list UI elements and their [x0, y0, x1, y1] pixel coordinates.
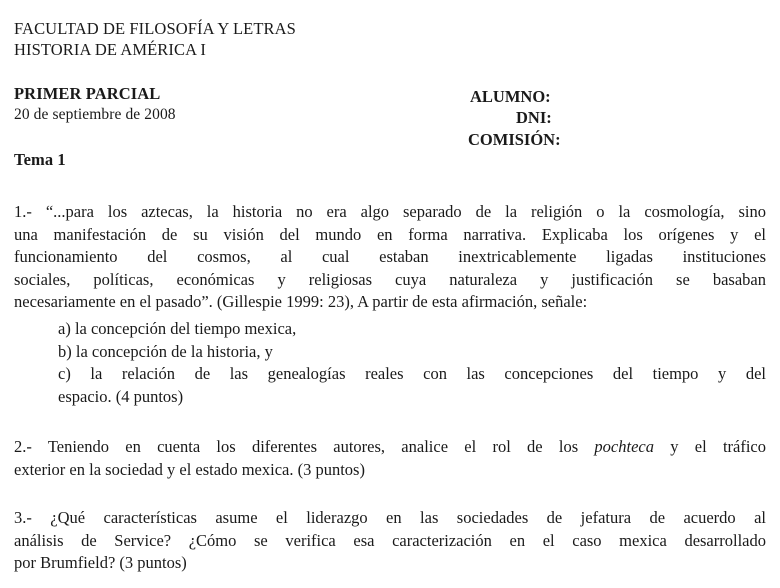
q3-line: análisis de Service? ¿Cómo se verifica esa caracterización en el caso mexica desarrollado — [14, 530, 766, 550]
q1-line: sociales, políticas, económicas y religiosas cuya naturaleza y justificación se basaban — [14, 269, 766, 289]
q2-text-post: y el tráfico — [653, 437, 766, 456]
q2-line: exterior en la sociedad y el estado mexica. (3 puntos) — [14, 459, 365, 479]
dni-field: DNI: — [516, 108, 552, 127]
alumno-field: ALUMNO: — [470, 87, 551, 106]
question-1-items — [58, 318, 766, 408]
q1-item-b: b) la concepción de la historia, y — [58, 341, 273, 361]
q2-term-pochteca: pochteca — [594, 437, 654, 456]
question-1 — [14, 201, 766, 314]
q3-line: por Brumfield? (3 puntos) — [14, 553, 187, 572]
q2-text-pre: 2.- Teniendo en cuenta los diferentes autores, analice el rol de los — [14, 437, 595, 456]
topic-heading: Tema 1 — [14, 150, 66, 169]
q1-item-a: a) la concepción del tiempo mexica, — [58, 319, 297, 338]
q1-line: funcionamiento del cosmos, al cual estaban inextricablemente ligadas instituciones — [14, 247, 766, 266]
q1-line: necesariamente en el pasado”. (Gillespie 1999: 23), A partir de esta afirmación, señale: — [14, 292, 588, 311]
q3-line: 3.- ¿Qué características asume el liderazgo en las sociedades de jefatura de acuerdo al — [14, 508, 766, 527]
q1-line: una manifestación de su visión del mundo en forma narrativa. Explicaba los orígenes y el — [14, 224, 766, 244]
q1-line: 1.- “...para los aztecas, la historia no era algo separado de la religión o la cosmología, sino — [14, 202, 766, 221]
comision-field: COMISIÓN: — [468, 130, 561, 149]
q1-item-c-cont: espacio. (4 puntos) — [58, 386, 184, 406]
exam-title: PRIMER PARCIAL — [14, 84, 161, 103]
q1-item-c: c) la relación de las genealogías reales con las concepciones del tiempo y del — [58, 364, 766, 383]
question-2 — [14, 436, 766, 481]
course-name: HISTORIA DE AMÉRICA I — [14, 40, 207, 59]
faculty-name: FACULTAD DE FILOSOFÍA Y LETRAS — [14, 19, 296, 38]
question-3 — [14, 507, 766, 575]
q2-line — [14, 436, 766, 459]
exam-date: 20 de septiembre de 2008 — [14, 106, 176, 123]
